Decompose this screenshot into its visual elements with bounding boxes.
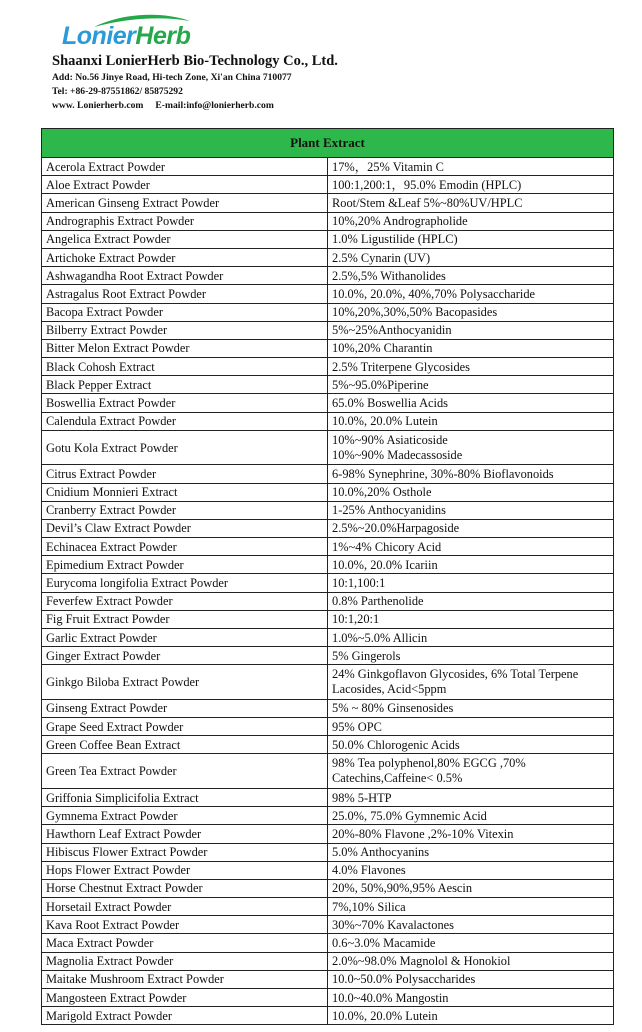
specification-cell: 95% OPC: [328, 718, 614, 736]
product-name-cell: Grape Seed Extract Powder: [42, 718, 328, 736]
specification-cell: 10.0%, 20.0% Lutein: [328, 1007, 614, 1025]
product-name-cell: Hibiscus Flower Extract Powder: [42, 843, 328, 861]
table-body: [42, 158, 614, 1025]
company-website: www. Lonierherb.com: [52, 100, 144, 111]
table-row: [42, 538, 614, 556]
specification-cell: 5%~95.0%Piperine: [328, 376, 614, 394]
product-name-cell: Andrographis Extract Powder: [42, 212, 328, 230]
table-row: [42, 376, 614, 394]
specification-line-1: 24% Ginkgoflavon Glycosides, 6% Total Terpene: [332, 667, 579, 682]
specification-cell: 1-25% Anthocyanidins: [328, 501, 614, 519]
table-row: [42, 843, 614, 861]
specification-cell: 1%~4% Chicory Acid: [328, 538, 614, 556]
table-row: [42, 267, 614, 285]
specification-cell: 5% Gingerols: [328, 647, 614, 665]
company-address: Add: No.56 Jinye Road, Hi-tech Zone, Xi'an China 710077: [52, 72, 292, 83]
specification-cell: 20%, 50%,90%,95% Aescin: [328, 879, 614, 897]
table-row: [42, 665, 614, 700]
specification-cell: 10%,20%,30%,50% Bacopasides: [328, 303, 614, 321]
table-row: [42, 501, 614, 519]
table-row: [42, 807, 614, 825]
specification-cell: 2.5% Triterpene Glycosides: [328, 358, 614, 376]
specification-cell: 1.0% Ligustilide (HPLC): [328, 230, 614, 248]
table-row: [42, 321, 614, 339]
specification-cell: 10:1,20:1: [328, 610, 614, 628]
specification-cell: 0.8% Parthenolide: [328, 592, 614, 610]
specification-cell: 2.5% Cynarin (UV): [328, 248, 614, 266]
product-name-cell: Black Cohosh Extract: [42, 358, 328, 376]
specification-cell: 10.0~40.0% Mangostin: [328, 989, 614, 1007]
specification-cell: 10.0~50.0% Polysaccharides: [328, 970, 614, 988]
product-name-cell: Horsetail Extract Powder: [42, 898, 328, 916]
specification-cell: 100:1,200:1，95.0% Emodin (HPLC): [328, 176, 614, 194]
company-name: Shaanxi LonierHerb Bio-Technology Co., Ltd.: [52, 53, 338, 69]
specification-cell: 65.0% Boswellia Acids: [328, 394, 614, 412]
table-row: [42, 556, 614, 574]
specification-cell: 30%~70% Kavalactones: [328, 916, 614, 934]
table-row: [42, 519, 614, 537]
product-name-cell: Bilberry Extract Powder: [42, 321, 328, 339]
specification-cell: 5%~25%Anthocyanidin: [328, 321, 614, 339]
product-name-cell: Horse Chestnut Extract Powder: [42, 879, 328, 897]
table-row: [42, 916, 614, 934]
specification-cell: 25.0%, 75.0% Gymnemic Acid: [328, 807, 614, 825]
specification-cell: 7%,10% Silica: [328, 898, 614, 916]
product-name-cell: Eurycoma longifolia Extract Powder: [42, 574, 328, 592]
table-row: [42, 339, 614, 357]
product-name-cell: Kava Root Extract Powder: [42, 916, 328, 934]
table-row: [42, 879, 614, 897]
table-row: [42, 412, 614, 430]
company-tel: Tel: +86-29-87551862/ 85875292: [52, 86, 183, 97]
specification-cell: 10.0%,20% Osthole: [328, 483, 614, 501]
product-name-cell: Ashwagandha Root Extract Powder: [42, 267, 328, 285]
table-row: [42, 574, 614, 592]
table-row: [42, 647, 614, 665]
table-row: [42, 158, 614, 176]
table-row: [42, 989, 614, 1007]
product-name-cell: Ginger Extract Powder: [42, 647, 328, 665]
specification-cell: 10%,20% Charantin: [328, 339, 614, 357]
specification-cell: [328, 665, 614, 700]
table-row: [42, 176, 614, 194]
table-row: [42, 718, 614, 736]
table-row: [42, 629, 614, 647]
specification-cell: 10:1,100:1: [328, 574, 614, 592]
company-web-email: [52, 100, 274, 111]
product-name-cell: Green Coffee Bean Extract: [42, 736, 328, 754]
table-row: [42, 825, 614, 843]
product-name-cell: Feverfew Extract Powder: [42, 592, 328, 610]
specification-cell: 20%-80% Flavone ,2%-10% Vitexin: [328, 825, 614, 843]
table-row: [42, 754, 614, 789]
product-name-cell: Artichoke Extract Powder: [42, 248, 328, 266]
table-row: [42, 465, 614, 483]
table-row: [42, 970, 614, 988]
product-name-cell: Magnolia Extract Powder: [42, 952, 328, 970]
specification-cell: 5% ~ 80% Ginsenosides: [328, 699, 614, 717]
product-name-cell: Devil’s Claw Extract Powder: [42, 519, 328, 537]
table-title: Plant Extract: [42, 129, 614, 158]
specification-cell: 98% 5-HTP: [328, 788, 614, 806]
product-name-cell: Aloe Extract Powder: [42, 176, 328, 194]
table-row: [42, 592, 614, 610]
specification-cell: [328, 754, 614, 789]
plant-extract-table: [41, 128, 614, 1025]
specification-cell: 2.0%~98.0% Magnolol & Honokiol: [328, 952, 614, 970]
specification-cell: 10.0%, 20.0% Lutein: [328, 412, 614, 430]
product-name-cell: Mangosteen Extract Powder: [42, 989, 328, 1007]
table-row: [42, 898, 614, 916]
product-name-cell: Griffonia Simplicifolia Extract: [42, 788, 328, 806]
table-row: [42, 430, 614, 465]
specification-cell: 2.5%,5% Withanolides: [328, 267, 614, 285]
specification-cell: 5.0% Anthocyanins: [328, 843, 614, 861]
table-row: [42, 934, 614, 952]
product-name-cell: Hawthorn Leaf Extract Powder: [42, 825, 328, 843]
table-row: [42, 952, 614, 970]
table-row: [42, 248, 614, 266]
table-row: [42, 483, 614, 501]
product-name-cell: Boswellia Extract Powder: [42, 394, 328, 412]
specification-cell: 50.0% Chlorogenic Acids: [328, 736, 614, 754]
specification-line-2: 10%~90% Madecassoside: [332, 447, 463, 462]
table-row: [42, 788, 614, 806]
logo-part1: Lonier: [62, 22, 136, 50]
product-name-cell: Garlic Extract Powder: [42, 629, 328, 647]
product-name-cell: Echinacea Extract Powder: [42, 538, 328, 556]
product-name-cell: Gotu Kola Extract Powder: [42, 430, 328, 465]
specification-cell: 10.0%, 20.0% Icariin: [328, 556, 614, 574]
product-name-cell: Astragalus Root Extract Powder: [42, 285, 328, 303]
product-name-cell: Angelica Extract Powder: [42, 230, 328, 248]
product-name-cell: Green Tea Extract Powder: [42, 754, 328, 789]
specification-cell: 4.0% Flavones: [328, 861, 614, 879]
product-name-cell: Calendula Extract Powder: [42, 412, 328, 430]
company-logo: [62, 22, 190, 51]
specification-line-2: Catechins,Caffeine< 0.5%: [332, 771, 463, 786]
specification-cell: 1.0%~5.0% Allicin: [328, 629, 614, 647]
product-name-cell: Bacopa Extract Powder: [42, 303, 328, 321]
company-email: E-mail:info@lonierherb.com: [155, 100, 274, 111]
table-row: [42, 610, 614, 628]
product-name-cell: Ginkgo Biloba Extract Powder: [42, 665, 328, 700]
product-name-cell: Acerola Extract Powder: [42, 158, 328, 176]
product-name-cell: Hops Flower Extract Powder: [42, 861, 328, 879]
specification-cell: 6-98% Synephrine, 30%-80% Bioflavonoids: [328, 465, 614, 483]
product-name-cell: Bitter Melon Extract Powder: [42, 339, 328, 357]
logo-part2: Herb: [135, 22, 191, 50]
table-row: [42, 285, 614, 303]
product-name-cell: Epimedium Extract Powder: [42, 556, 328, 574]
specification-cell: 10%,20% Andrographolide: [328, 212, 614, 230]
table-row: [42, 699, 614, 717]
table-row: [42, 303, 614, 321]
specification-cell: 10.0%, 20.0%, 40%,70% Polysaccharide: [328, 285, 614, 303]
product-name-cell: American Ginseng Extract Powder: [42, 194, 328, 212]
table-row: [42, 736, 614, 754]
specification-line-1: 10%~90% Asiaticoside: [332, 432, 448, 447]
product-name-cell: Gymnema Extract Powder: [42, 807, 328, 825]
product-name-cell: Cranberry Extract Powder: [42, 501, 328, 519]
specification-cell: 17%，25% Vitamin C: [328, 158, 614, 176]
table-row: [42, 394, 614, 412]
specification-cell: Root/Stem &Leaf 5%~80%UV/HPLC: [328, 194, 614, 212]
specification-cell: [328, 430, 614, 465]
specification-line-2: Lacosides, Acid<5ppm: [332, 682, 447, 697]
product-name-cell: Maca Extract Powder: [42, 934, 328, 952]
product-name-cell: Fig Fruit Extract Powder: [42, 610, 328, 628]
table-row: [42, 358, 614, 376]
specification-line-1: 98% Tea polyphenol,80% EGCG ,70%: [332, 756, 526, 771]
table-row: [42, 861, 614, 879]
product-name-cell: Citrus Extract Powder: [42, 465, 328, 483]
table-row: [42, 194, 614, 212]
product-name-cell: Ginseng Extract Powder: [42, 699, 328, 717]
table-row: [42, 230, 614, 248]
product-name-cell: Maitake Mushroom Extract Powder: [42, 970, 328, 988]
table-row: [42, 212, 614, 230]
product-name-cell: Cnidium Monnieri Extract: [42, 483, 328, 501]
specification-cell: 0.6~3.0% Macamide: [328, 934, 614, 952]
specification-cell: 2.5%~20.0%Harpagoside: [328, 519, 614, 537]
table-row: [42, 1007, 614, 1025]
product-name-cell: Black Pepper Extract: [42, 376, 328, 394]
product-name-cell: Marigold Extract Powder: [42, 1007, 328, 1025]
